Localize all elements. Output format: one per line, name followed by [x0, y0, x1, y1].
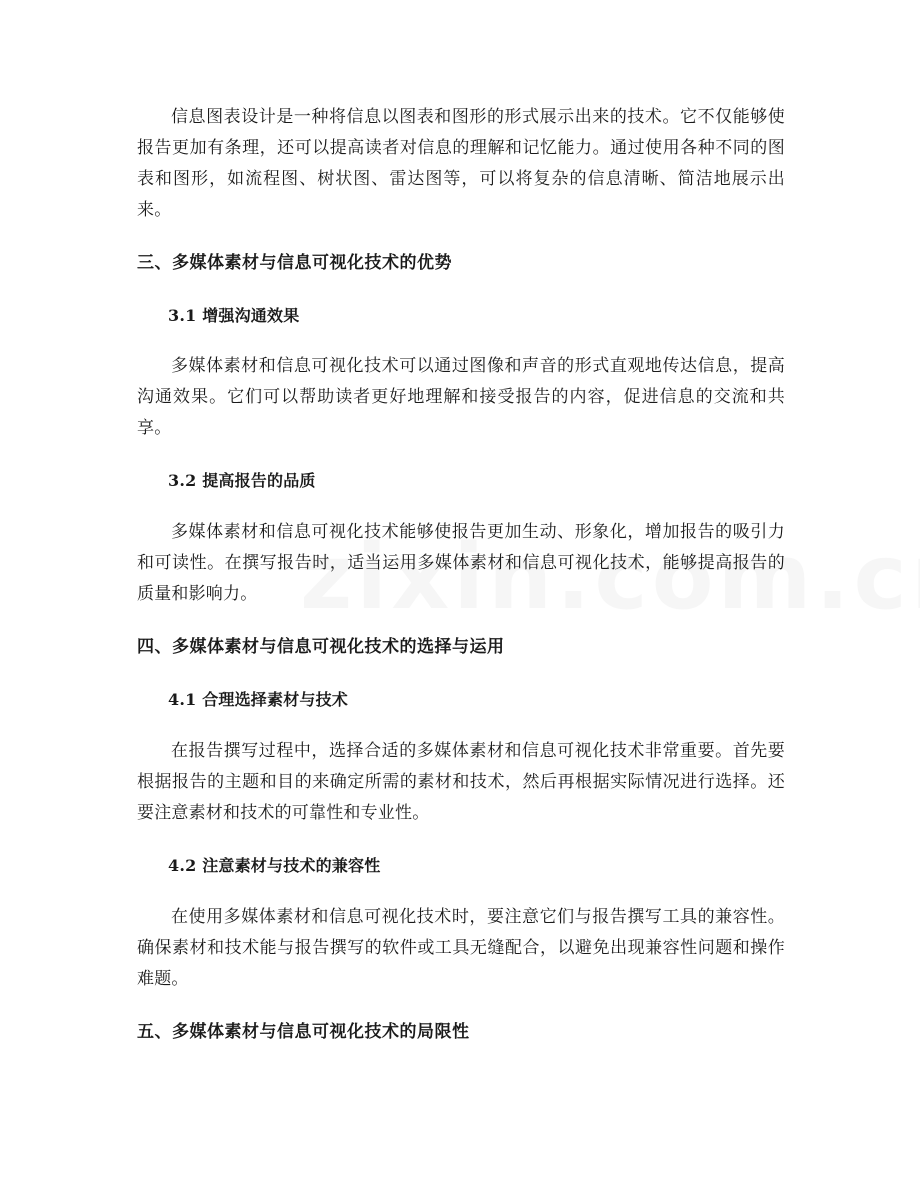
subsection-heading-3-1: 3.1 增强沟通效果: [168, 306, 300, 325]
paragraph-intro: 信息图表设计是一种将信息以图表和图形的形式展示出来的技术。它不仅能够使报告更加有条理，还可以提高读者对信息的理解和记忆能力。通过使用各种不同的图表和图形，如流程图、树状图、雷达图等，可以将复杂的信息清晰、简洁地展示出来。: [137, 107, 785, 220]
paragraph-4-1: 在报告撰写过程中，选择合适的多媒体素材和信息可视化技术非常重要。首先要根据报告的主题和目的来确定所需的素材和技术，然后再根据实际情况进行选择。还要注意素材和技术的可靠性和专业性。: [137, 741, 785, 823]
subsection-heading-3-2: 3.2 提高报告的品质: [168, 471, 316, 490]
paragraph-3-2: 多媒体素材和信息可视化技术能够使报告更加生动、形象化，增加报告的吸引力和可读性。在撰写报告时，适当运用多媒体素材和信息可视化技术，能够提高报告的质量和影响力。: [137, 522, 785, 604]
subsection-heading-4-1: 4.1 合理选择素材与技术: [168, 690, 349, 709]
section-heading-4: 四、多媒体素材与信息可视化技术的选择与运用: [137, 637, 505, 657]
subsection-heading-4-2: 4.2 注意素材与技术的兼容性: [168, 856, 381, 875]
section-heading-5: 五、多媒体素材与信息可视化技术的局限性: [137, 1022, 470, 1042]
document-body: [137, 102, 785, 1048]
section-heading-3: 三、多媒体素材与信息可视化技术的优势: [137, 253, 452, 273]
paragraph-4-2: 在使用多媒体素材和信息可视化技术时，要注意它们与报告撰写工具的兼容性。确保素材和技术能与报告撰写的软件或工具无缝配合，以避免出现兼容性问题和操作难题。: [137, 907, 785, 989]
paragraph-3-1: 多媒体素材和信息可视化技术可以通过图像和声音的形式直观地传达信息，提高沟通效果。它们可以帮助读者更好地理解和接受报告的内容，促进信息的交流和共享。: [137, 356, 785, 438]
